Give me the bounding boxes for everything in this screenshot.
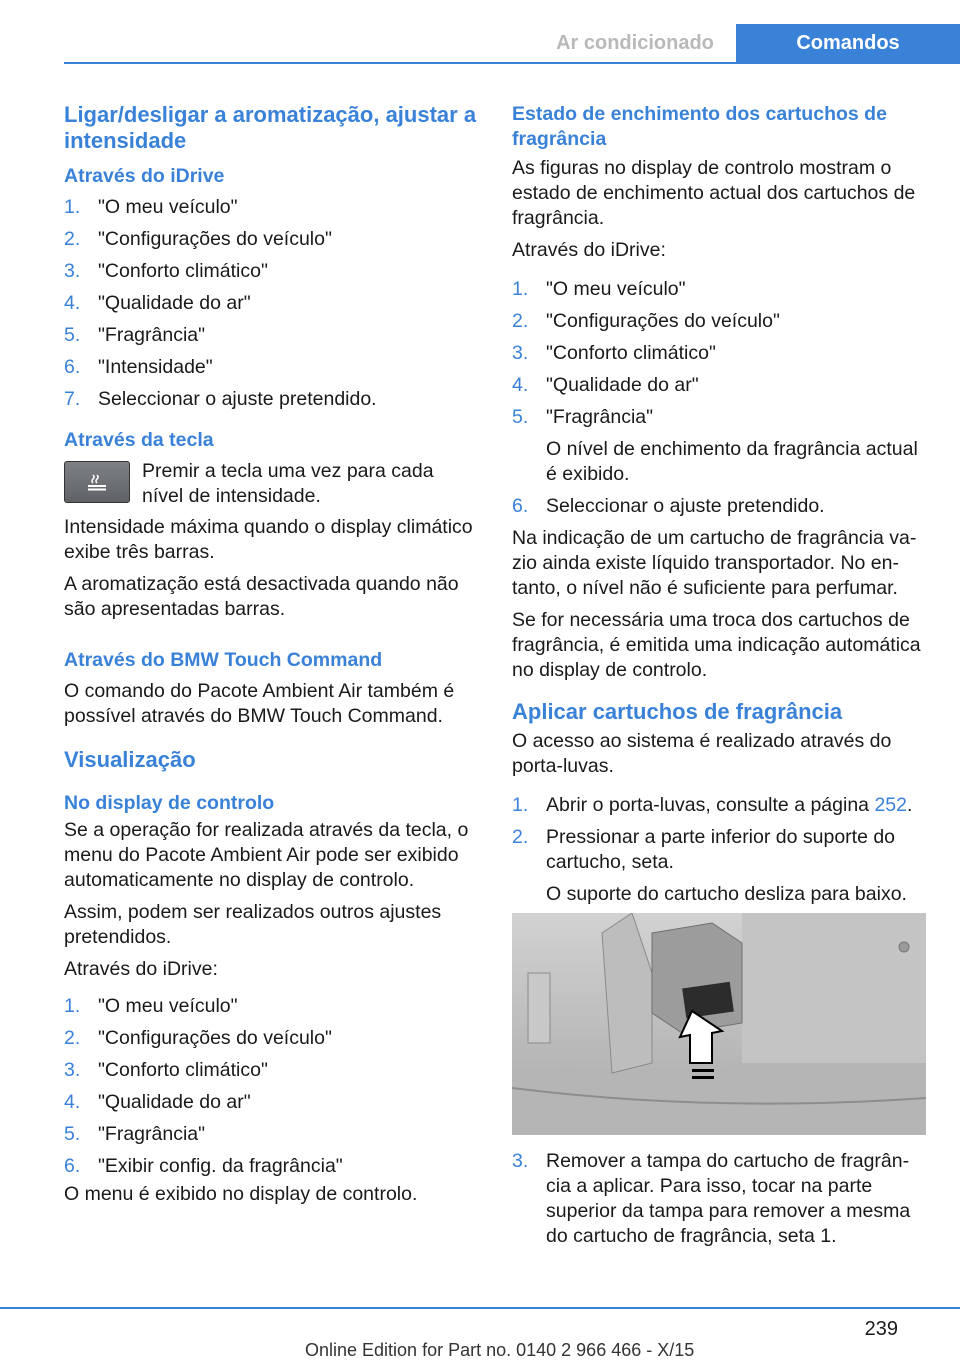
list-item <box>64 994 478 1019</box>
list-number: 1. <box>64 196 81 218</box>
list-text: "Configurações do veículo" <box>98 1027 332 1049</box>
steps-list-idrive <box>64 195 478 412</box>
list-number: 2. <box>64 1027 81 1049</box>
heading-control-display: No display de controlo <box>64 792 275 814</box>
list-number: 4. <box>64 292 81 314</box>
left-column <box>64 102 478 1214</box>
paragraph: Através do iDrive: <box>64 958 218 980</box>
footer-rule <box>0 1307 960 1309</box>
list-number: 5. <box>512 406 529 428</box>
list-text: Abrir o porta-luvas, consulte a página <box>546 794 875 816</box>
list-text: "O meu veículo" <box>98 196 238 218</box>
steps-list-apply-cont <box>512 1149 926 1249</box>
list-text: "Qualidade do ar" <box>98 1091 251 1113</box>
paragraph: O comando do Pacote Ambient Air também é possível através do BMW Touch Command. <box>64 680 455 727</box>
glovebox-cartridge-photo <box>512 913 926 1135</box>
list-subtext: O nível de enchimento da fragrância actual é exibido. <box>546 438 918 485</box>
list-item <box>64 1154 478 1179</box>
paragraph: A aromatização está desactivada quando não são apresentadas barras. <box>64 573 459 620</box>
list-text: "Intensidade" <box>98 356 213 378</box>
page-link[interactable]: 252 <box>874 794 907 816</box>
list-item <box>512 309 926 334</box>
list-number: 6. <box>64 1155 81 1177</box>
list-number: 2. <box>64 228 81 250</box>
heading-touch-command: Através do BMW Touch Command <box>64 649 383 671</box>
list-item <box>512 405 926 487</box>
steps-list-fill-level <box>512 277 926 519</box>
edition-footer: Online Edition for Part no. 0140 2 966 466 - X/15 <box>305 1340 695 1360</box>
list-item <box>512 1149 926 1249</box>
list-text: Seleccionar o ajuste pretendido. <box>98 388 377 410</box>
list-text: "O meu veículo" <box>546 278 686 300</box>
list-item <box>64 259 478 284</box>
paragraph: Assim, podem ser realizados outros ajustes pretendidos. <box>64 901 442 948</box>
list-number: 3. <box>64 1059 81 1081</box>
list-number: 6. <box>512 495 529 517</box>
list-item <box>64 1026 478 1051</box>
heading-fill-level: Estado de enchimento dos cartuchos de fragrância <box>512 103 887 150</box>
list-item <box>64 227 478 252</box>
header-section-tab: Ar condicionado <box>556 31 714 54</box>
list-number: 4. <box>64 1091 81 1113</box>
right-column <box>512 102 926 1256</box>
list-number: 1. <box>512 278 529 300</box>
key-instruction-text: Premir a tecla uma vez para cada nível de intensidade. <box>142 460 434 507</box>
steps-list-display <box>64 994 478 1179</box>
heading-idrive: Através do iDrive <box>64 165 225 187</box>
list-text-end: . <box>906 794 913 816</box>
list-text: "O meu veículo" <box>98 995 238 1017</box>
list-item <box>64 355 478 380</box>
list-item <box>64 195 478 220</box>
paragraph: Intensidade máxima quando o display climático exibe três barras. <box>64 516 473 563</box>
list-number: 6. <box>64 356 81 378</box>
list-number: 5. <box>64 1123 81 1145</box>
list-item <box>512 793 926 818</box>
header-chapter-tab: Comandos <box>736 24 960 62</box>
list-text: "Qualidade do ar" <box>98 292 251 314</box>
list-item <box>64 1090 478 1115</box>
paragraph: Se for necessária uma troca dos cartuchos de fragrância, é emitida uma indicação automática no display de controlo. <box>512 609 921 681</box>
list-item <box>64 387 478 412</box>
paragraph: Na indicação de um cartucho de fragrância vazio ainda existe líquido transportador. No entanto, o nível não é suficiente para perfumar. <box>512 527 917 599</box>
list-item <box>512 341 926 366</box>
list-text: "Fragrância" <box>546 406 654 428</box>
list-text: "Configurações do veículo" <box>98 228 332 250</box>
list-text: Remover a tampa do cartucho de fragrância a aplicar. Para isso, tocar na parte superior da tampa para remover a mesma do cartucho de fragrância, seta 1. <box>546 1150 911 1247</box>
heading-aromatization: Ligar/desligar a aromatização, ajustar a intensidade <box>64 102 477 153</box>
paragraph: O menu é exibido no display de controlo. <box>64 1183 418 1205</box>
paragraph: Se a operação for realizada através da tecla, o menu do Pacote Ambient Air pode ser exibido automaticamente no display de controlo. <box>64 819 469 891</box>
list-text: "Fragrância" <box>98 324 206 346</box>
list-item <box>512 373 926 398</box>
key-instruction <box>64 459 478 509</box>
list-text: "Exibir config. da fragrância" <box>98 1155 343 1177</box>
list-number: 2. <box>512 826 529 848</box>
list-number: 1. <box>64 995 81 1017</box>
list-number: 5. <box>64 324 81 346</box>
list-text: "Conforto climático" <box>546 342 716 364</box>
list-text: "Qualidade do ar" <box>546 374 699 396</box>
list-text: "Conforto climático" <box>98 1059 268 1081</box>
list-text: "Fragrância" <box>98 1123 206 1145</box>
list-number: 7. <box>64 388 81 410</box>
list-number: 1. <box>512 794 529 816</box>
list-text: Seleccionar o ajuste pretendido. <box>546 495 825 517</box>
header-rule <box>64 62 960 64</box>
paragraph: As figuras no display de controlo mostram o estado de enchimento actual dos cartuchos de fragrância. <box>512 157 916 229</box>
list-text: "Configurações do veículo" <box>546 310 780 332</box>
list-item <box>64 323 478 348</box>
list-item <box>64 1058 478 1083</box>
paragraph: O acesso ao sistema é realizado através do porta-luvas. <box>512 730 892 777</box>
steps-list-apply <box>512 793 926 907</box>
heading-apply-cartridges: Aplicar cartuchos de fragrância <box>512 699 843 724</box>
list-number: 4. <box>512 374 529 396</box>
heading-tecla: Através da tecla <box>64 429 214 451</box>
list-subtext: O suporte do cartucho desliza para baixo. <box>546 883 907 905</box>
list-number: 3. <box>512 342 529 364</box>
page-number: 239 <box>864 1318 898 1340</box>
list-item <box>64 1122 478 1147</box>
list-text: Pressionar a parte inferior do suporte do cartucho, seta. <box>546 826 896 873</box>
fragrance-key-icon <box>64 461 130 503</box>
list-item <box>512 277 926 302</box>
list-item <box>512 825 926 907</box>
list-item <box>512 494 926 519</box>
paragraph: Através do iDrive: <box>512 239 666 261</box>
list-number: 3. <box>512 1150 529 1172</box>
heading-visualization: Visualização <box>64 747 196 772</box>
list-item <box>64 291 478 316</box>
list-number: 3. <box>64 260 81 282</box>
list-number: 2. <box>512 310 529 332</box>
list-text: "Conforto climático" <box>98 260 268 282</box>
